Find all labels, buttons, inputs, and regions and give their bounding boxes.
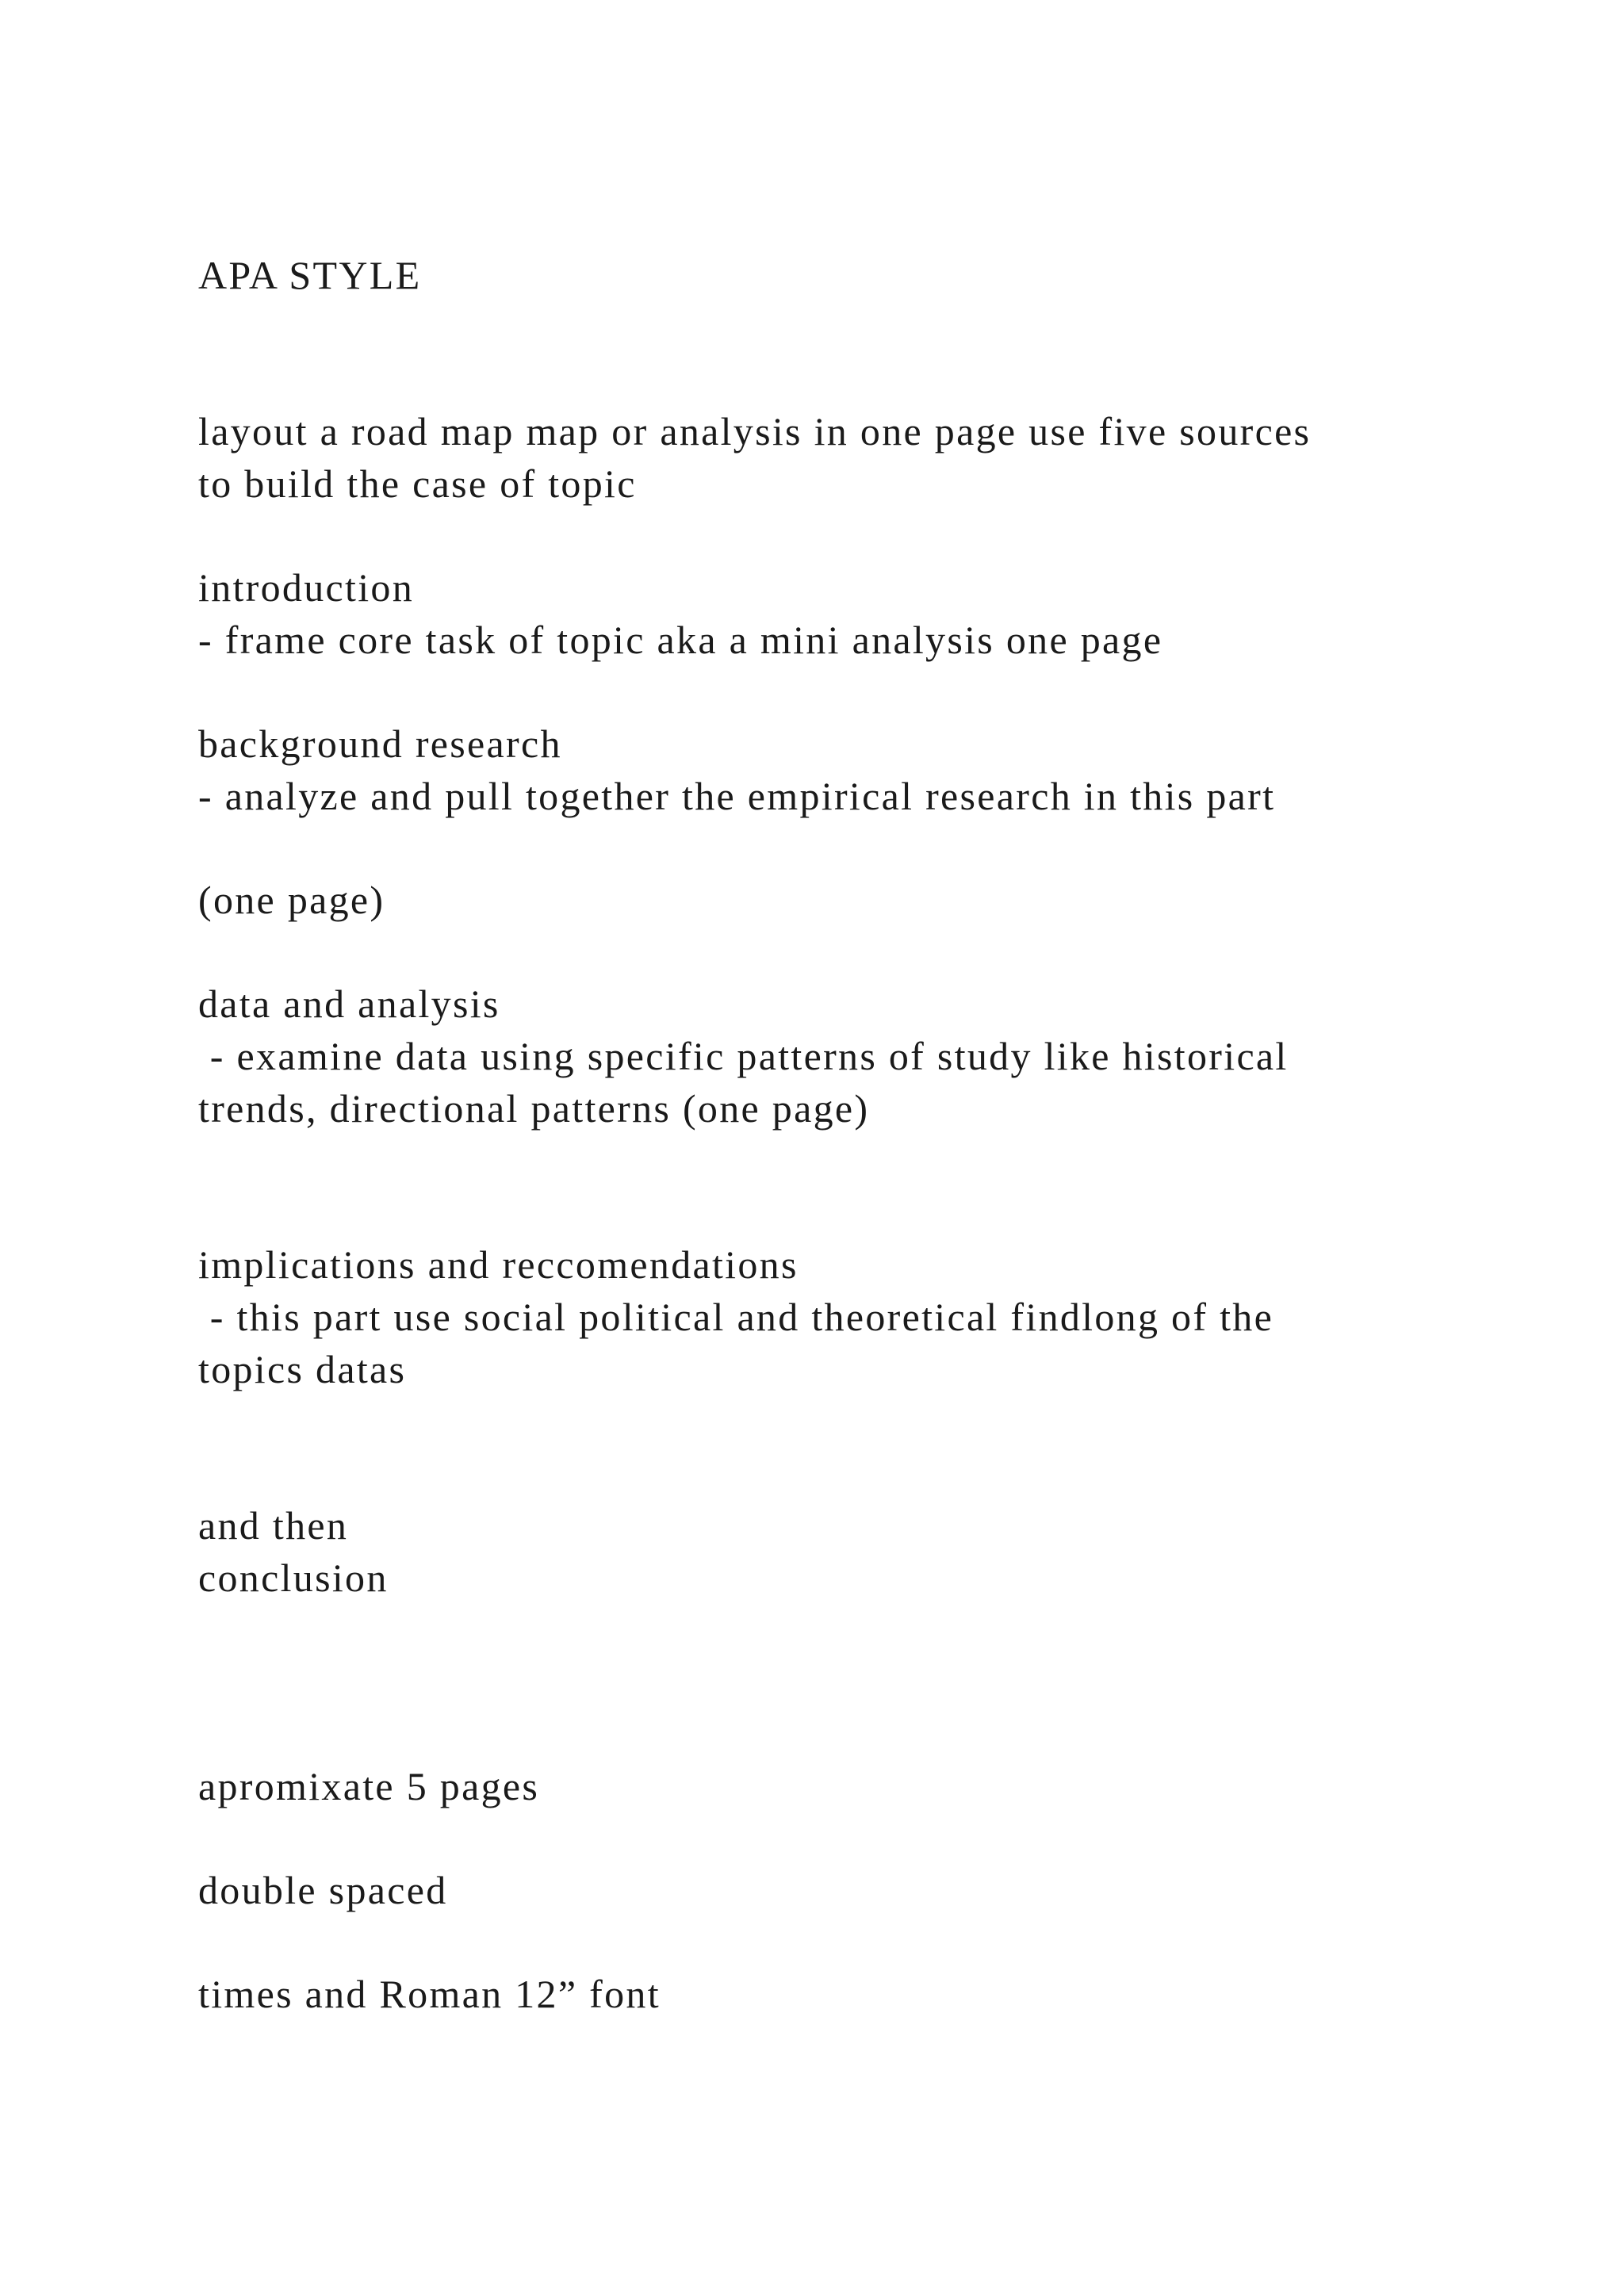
data-and-analysis-detail-line-2: trends, directional patterns (one page)	[198, 1086, 870, 1131]
font-requirement: times and Roman 12” font	[198, 1972, 661, 2016]
data-and-analysis-detail-line-1: - examine data using specific patterns of study like historical	[198, 1034, 1289, 1078]
assignment-text-line-2: to build the case of topic	[198, 461, 637, 506]
implications-detail-line-1: - this part use social political and theoretical findlong of the	[198, 1295, 1274, 1339]
section-heading-introduction: introduction	[198, 565, 415, 610]
section-heading-conclusion: conclusion	[198, 1556, 389, 1600]
section-heading-background-research: background research	[198, 721, 562, 766]
section-heading-implications: implications and reccomendations	[198, 1242, 799, 1287]
background-research-length: (one page)	[198, 878, 385, 922]
spacing-requirement: double spaced	[198, 1868, 448, 1912]
implications-detail-line-2: topics datas	[198, 1347, 407, 1391]
document-title: APA STYLE	[198, 253, 422, 297]
length-requirement: apromixate 5 pages	[198, 1764, 540, 1808]
introduction-detail: - frame core task of topic aka a mini analysis one page	[198, 618, 1163, 662]
section-heading-data-and-analysis: data and analysis	[198, 982, 500, 1026]
background-research-detail: - analyze and pull together the empirical research in this part	[198, 774, 1276, 818]
and-then-text: and then	[198, 1503, 349, 1548]
assignment-text-line-1: layout a road map map or analysis in one page use five sources	[198, 409, 1312, 453]
